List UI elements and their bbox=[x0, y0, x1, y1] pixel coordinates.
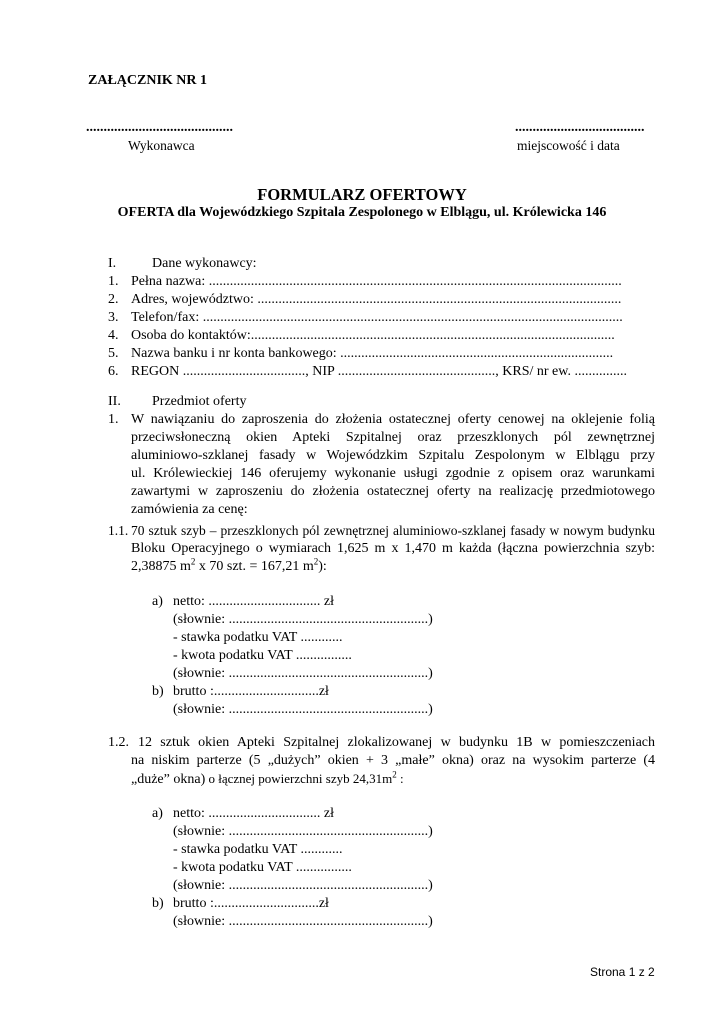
subitem-1-2-area: „duże” okna) o łącznej powierzchni szyb $24,31m^2$ : bbox=[131, 769, 404, 787]
subitem-1-2-num: 1.2. bbox=[108, 735, 129, 750]
brutto-words-field: (słownie: .........................................................) bbox=[173, 914, 433, 929]
place-date-line: ..................................... bbox=[515, 120, 645, 135]
bank-account-field: Nazwa banku i nr konta bankowego: .............................................................................. bbox=[131, 346, 614, 361]
attachment-title: ZAŁĄCZNIK NR 1 bbox=[88, 73, 208, 88]
vat-rate-field: - stawka podatku VAT ............ bbox=[173, 630, 343, 645]
section-2-number: II. bbox=[108, 394, 121, 409]
offer-paragraph-line: ul. Królewieckiej 146 oferujemy wykonanie usługi zgodnie z opisem oraz warunkami bbox=[131, 466, 655, 481]
vat-amount-field: - kwota podatku VAT ................ bbox=[173, 860, 352, 875]
vat-rate-field: - stawka podatku VAT ............ bbox=[173, 842, 343, 857]
address-field: Adres, województwo: ........................................................................................................ bbox=[131, 292, 622, 307]
netto-words-field: (słownie: .........................................................) bbox=[173, 824, 433, 839]
subitem-1-1-num: 1.1. bbox=[108, 523, 129, 538]
brutto-field: brutto :..............................zł bbox=[173, 684, 329, 699]
netto-field: netto: ................................ zł bbox=[173, 806, 334, 821]
subitem-1-2-line: 12 sztuk okien Apteki Szpitalnej zlokalizowanej w budynku 1B w pomieszczeniach bbox=[138, 735, 655, 750]
offer-paragraph-line: W nawiązaniu do zaproszenia do złożenia ostatecznej oferty cenowej na oklejenie folią bbox=[131, 412, 655, 427]
subitem-1-1-area: 2,38875 $m^2$ x 70 szt. = 167,21 $m^2$): bbox=[131, 556, 327, 574]
vat-amount-field: - kwota podatku VAT ................ bbox=[173, 648, 352, 663]
contractor-label: Wykonawca bbox=[128, 138, 195, 153]
phone-fax-field: Telefon/fax: ........................................................................................................................ bbox=[131, 310, 623, 325]
price-b-label: b) bbox=[152, 896, 164, 911]
offer-paragraph-line: przeciwsłoneczną okien Apteki Szpitalnej oraz przeszklonych pól zewnętrznej bbox=[131, 430, 655, 445]
offer-paragraph-line: aluminiowo-szklanej fasady w Wojewódzkim Szpitalu Zespolonym w Elblągu przy bbox=[131, 448, 655, 463]
subitem-1-2-line: na niskim parterze (5 „dużych” okien + 3 „małe” okna) oraz na wysokim parterze (4 bbox=[131, 753, 655, 768]
netto-field: netto: ................................ zł bbox=[173, 594, 334, 609]
regon-nip-krs-field: REGON ..................................., NIP ............................................., KRS/ nr ew. ............... bbox=[131, 364, 627, 379]
contractor-field-num: 2. bbox=[108, 292, 119, 307]
vat-words-field: (słownie: .........................................................) bbox=[173, 878, 433, 893]
section-2-heading: Przedmiot oferty bbox=[152, 394, 247, 409]
contact-person-field: Osoba do kontaktów:........................................................................................................ bbox=[131, 328, 615, 343]
page-number: Strona 1 z 2 bbox=[590, 965, 655, 979]
price-a-label: a) bbox=[152, 806, 163, 821]
contractor-signature-line: .......................................... bbox=[86, 120, 233, 135]
full-name-field: Pełna nazwa: ...................................................................................................................... bbox=[131, 274, 622, 289]
contractor-field-num: 3. bbox=[108, 310, 119, 325]
form-subtitle: OFERTA dla Wojewódzkiego Szpitala Zespolonego w Elblągu, ul. Królewicka 146 bbox=[117, 205, 607, 220]
offer-paragraph-line: zawartymi w zaproszeniu do złożenia ostatecznej oferty na realizację przedmiotowego bbox=[131, 484, 655, 499]
offer-paragraph-line: zamówienia za cenę: bbox=[131, 502, 248, 517]
subitem-1-1-line: 70 sztuk szyb – przeszklonych pól zewnętrznej aluminiowo-szklanej fasady w nowym budynku bbox=[131, 523, 655, 538]
price-a-label: a) bbox=[152, 594, 163, 609]
price-b-label: b) bbox=[152, 684, 164, 699]
section-1-heading: Dane wykonawcy: bbox=[152, 256, 257, 271]
brutto-field: brutto :..............................zł bbox=[173, 896, 329, 911]
section-1-number: I. bbox=[108, 256, 117, 271]
contractor-field-num: 6. bbox=[108, 364, 119, 379]
netto-words-field: (słownie: .........................................................) bbox=[173, 612, 433, 627]
form-title: FORMULARZ OFERTOWY bbox=[257, 185, 467, 204]
vat-words-field: (słownie: .........................................................) bbox=[173, 666, 433, 681]
place-date-label: miejscowość i data bbox=[517, 138, 620, 153]
contractor-field-num: 1. bbox=[108, 274, 119, 289]
contractor-field-num: 4. bbox=[108, 328, 119, 343]
contractor-field-num: 5. bbox=[108, 346, 119, 361]
brutto-words-field: (słownie: .........................................................) bbox=[173, 702, 433, 717]
subitem-1-1-line: Bloku Operacyjnego o wymiarach 1,625 m x 1,470 m każda (łączna powierzchnia szyb: bbox=[131, 541, 655, 556]
section-2-item-num: 1. bbox=[108, 412, 119, 427]
